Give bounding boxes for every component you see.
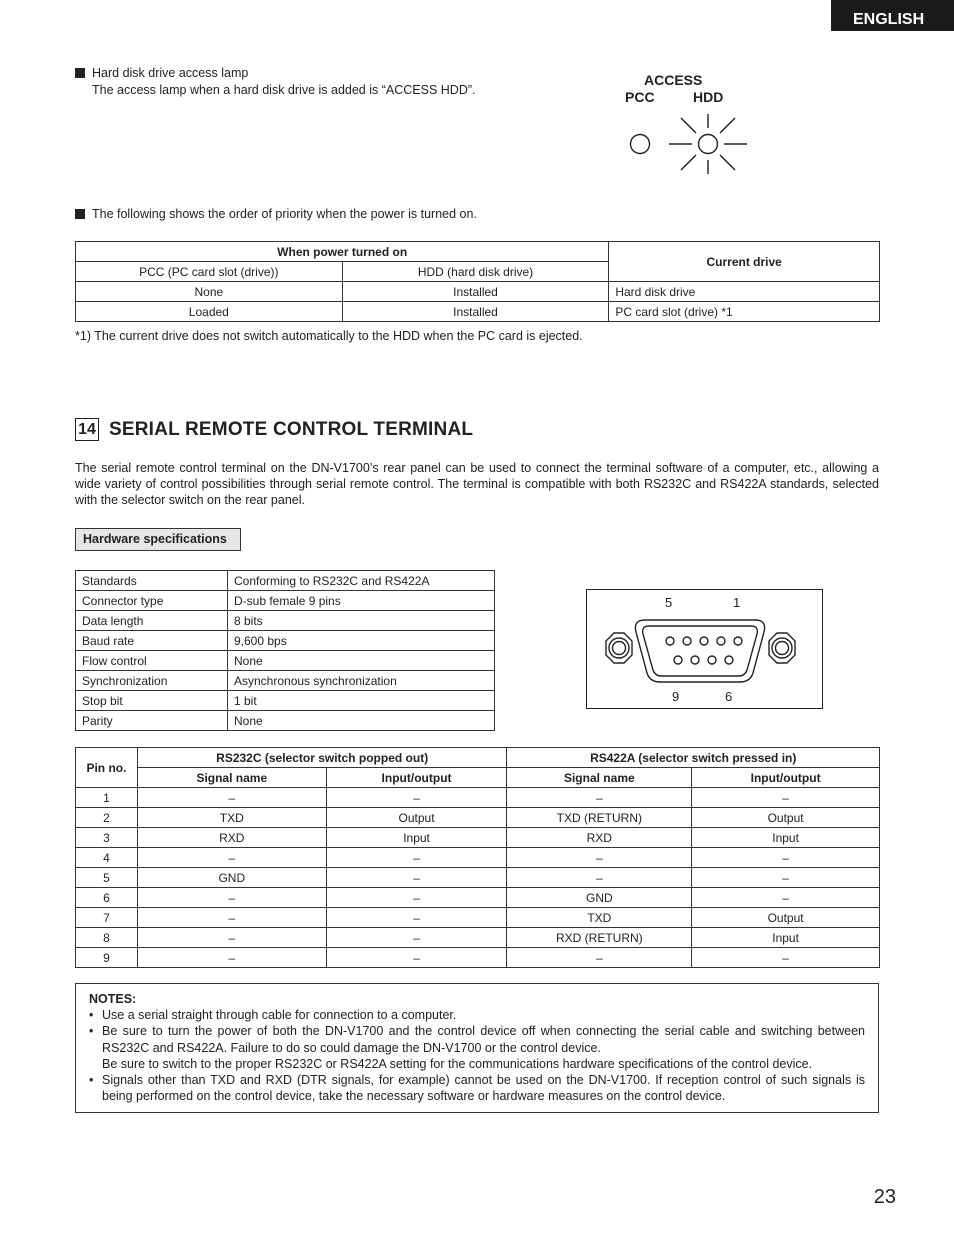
current-cell: Hard disk drive	[609, 282, 880, 302]
pin-cell: 4	[76, 848, 138, 868]
spec-name-cell: Flow control	[76, 651, 228, 671]
spec-value-cell: D-sub female 9 pins	[228, 591, 495, 611]
pin-cell: 9	[76, 948, 138, 968]
rs422-signal-cell: –	[507, 848, 692, 868]
rs232-io-cell: Output	[326, 808, 507, 828]
pin-cell: 2	[76, 808, 138, 828]
rs232-signal-cell: –	[137, 848, 326, 868]
table-row	[76, 691, 495, 711]
pin-cell: 3	[76, 828, 138, 848]
bullet-square-icon	[75, 68, 85, 78]
rs422-io-cell: –	[692, 868, 880, 888]
table-row	[76, 788, 880, 808]
spec-value-cell: None	[228, 651, 495, 671]
rs422-signal-cell: –	[507, 788, 692, 808]
current-cell: PC card slot (drive) *1	[609, 302, 880, 322]
table-row	[76, 282, 880, 302]
table-row	[76, 671, 495, 691]
pin-label-9: 9	[672, 689, 680, 704]
rs232-signal-cell: GND	[137, 868, 326, 888]
pin-cell: 8	[76, 928, 138, 948]
pin-assignment-table	[75, 747, 880, 968]
rs232-io-cell: –	[326, 788, 507, 808]
rs422-signal-cell: RXD (RETURN)	[507, 928, 692, 948]
spec-name-cell: Synchronization	[76, 671, 228, 691]
access-lamp-section	[75, 65, 475, 99]
rs422-signal-cell: TXD (RETURN)	[507, 808, 692, 828]
pcc-cell: None	[76, 282, 343, 302]
pin-label-1: 1	[733, 595, 741, 610]
header-rs422a: RS422A (selector switch pressed in)	[507, 748, 880, 768]
pin-cell: 5	[76, 868, 138, 888]
hdd-cell: Installed	[342, 282, 609, 302]
pin-label-5: 5	[665, 595, 673, 610]
table-row	[76, 848, 880, 868]
spec-name-cell: Stop bit	[76, 691, 228, 711]
notes-box	[75, 983, 879, 1113]
notes-list	[89, 1007, 865, 1104]
rs232-io-cell: –	[326, 928, 507, 948]
priority-intro	[75, 206, 477, 223]
pin-cell: 1	[76, 788, 138, 808]
rs422-io-cell: –	[692, 788, 880, 808]
table-row	[76, 928, 880, 948]
dsub-connector-icon	[587, 590, 824, 710]
hdd-cell: Installed	[342, 302, 609, 322]
access-lamp-diagram	[620, 70, 760, 190]
section-title: SERIAL REMOTE CONTROL TERMINAL	[109, 418, 474, 440]
rs232-io-cell: –	[326, 868, 507, 888]
rs422-signal-cell: GND	[507, 888, 692, 908]
access-lamp-heading: Hard disk drive access lamp	[92, 66, 249, 80]
spec-name-cell: Parity	[76, 711, 228, 731]
spec-name-cell: Connector type	[76, 591, 228, 611]
rs422-signal-cell: RXD	[507, 828, 692, 848]
header-when-power-on: When power turned on	[76, 242, 609, 262]
header-hdd: HDD (hard disk drive)	[342, 262, 609, 282]
spec-value-cell: 9,600 bps	[228, 631, 495, 651]
rs422-io-cell: –	[692, 948, 880, 968]
rs232-signal-cell: –	[137, 888, 326, 908]
rs232-signal-cell: –	[137, 788, 326, 808]
header-rs422-io: Input/output	[692, 768, 880, 788]
table-row	[76, 808, 880, 828]
header-pin-no: Pin no.	[76, 748, 138, 788]
spec-value-cell: 1 bit	[228, 691, 495, 711]
header-rs422-signal: Signal name	[507, 768, 692, 788]
pin-label-6: 6	[725, 689, 733, 704]
rs422-io-cell: Output	[692, 908, 880, 928]
table-row	[76, 611, 495, 631]
section-number: 14	[75, 418, 99, 441]
table-row	[76, 571, 495, 591]
section-intro: The serial remote control terminal on the DN-V1700’s rear panel can be used to connect the terminal software of a computer, etc., allowing a wide variety of control possibilities through serial remote control. The terminal is compatible with both RS232C and RS422A standards, selected with the selector switch on the rear panel.	[75, 461, 879, 507]
table-row	[76, 888, 880, 908]
rs232-signal-cell: –	[137, 928, 326, 948]
bullet-square-icon	[75, 209, 85, 219]
spec-name-cell: Standards	[76, 571, 228, 591]
rs422-io-cell: Input	[692, 928, 880, 948]
note-item: • Use a serial straight through cable for connection to a computer.	[89, 1007, 865, 1023]
rs232-signal-cell: RXD	[137, 828, 326, 848]
spec-value-cell: Asynchronous synchronization	[228, 671, 495, 691]
rs422-signal-cell: –	[507, 868, 692, 888]
priority-intro-text: The following shows the order of priority when the power is turned on.	[92, 207, 477, 221]
lamp-graphic	[620, 110, 760, 190]
rs232-io-cell: Input	[326, 828, 507, 848]
header-current-drive: Current drive	[609, 242, 880, 282]
section-heading	[75, 418, 473, 441]
table-row	[76, 908, 880, 928]
label-access: ACCESS	[644, 72, 703, 88]
pin-cell: 6	[76, 888, 138, 908]
priority-table	[75, 241, 880, 322]
table-row	[76, 828, 880, 848]
label-pcc: PCC	[625, 89, 655, 105]
table-row	[76, 302, 880, 322]
pin-cell: 7	[76, 908, 138, 928]
hardware-spec-table	[75, 570, 495, 731]
header-rs232-signal: Signal name	[137, 768, 326, 788]
spec-value-cell: Conforming to RS232C and RS422A	[228, 571, 495, 591]
spec-name-cell: Data length	[76, 611, 228, 631]
hdd-lamp-lit-icon	[669, 114, 747, 174]
table-row	[76, 711, 495, 731]
note-item: • Be sure to turn the power of both the DN-V1700 and the control device off when connecting the serial cable and switching between RS232C and RS422A. Failure to do so could damage the DN-V1700 or the control device.	[89, 1023, 865, 1055]
table-row	[76, 948, 880, 968]
spec-name-cell: Baud rate	[76, 631, 228, 651]
rs232-io-cell: –	[326, 948, 507, 968]
table-row	[76, 591, 495, 611]
rs232-io-cell: –	[326, 908, 507, 928]
table-row	[76, 631, 495, 651]
priority-footnote: *1) The current drive does not switch automatically to the HDD when the PC card is ejected.	[75, 329, 583, 343]
rs232-signal-cell: TXD	[137, 808, 326, 828]
label-hdd: HDD	[693, 89, 724, 105]
rs232-io-cell: –	[326, 848, 507, 868]
header-rs232-io: Input/output	[326, 768, 507, 788]
rs422-signal-cell: –	[507, 948, 692, 968]
rs232-io-cell: –	[326, 888, 507, 908]
language-tab: ENGLISH	[831, 0, 954, 31]
spec-value-cell: None	[228, 711, 495, 731]
access-lamp-description: The access lamp when a hard disk drive is added is “ACCESS HDD”.	[92, 83, 476, 97]
pcc-lamp-icon	[631, 135, 650, 154]
header-pcc: PCC (PC card slot (drive))	[76, 262, 343, 282]
rs232-signal-cell: –	[137, 908, 326, 928]
spec-value-cell: 8 bits	[228, 611, 495, 631]
note-item-continued: Be sure to switch to the proper RS232C or RS422A setting for the communications hardware specifications of the control device.	[102, 1056, 813, 1071]
notes-title: NOTES:	[89, 992, 137, 1006]
page-number: 23	[873, 1186, 896, 1208]
rs422-io-cell: Output	[692, 808, 880, 828]
connector-diagram	[586, 589, 823, 709]
rs422-io-cell: Input	[692, 828, 880, 848]
rs422-io-cell: –	[692, 848, 880, 868]
pcc-cell: Loaded	[76, 302, 343, 322]
rs422-signal-cell: TXD	[507, 908, 692, 928]
table-row	[76, 868, 880, 888]
header-rs232c: RS232C (selector switch popped out)	[137, 748, 507, 768]
note-item: • Signals other than TXD and RXD (DTR signals, for example) cannot be used on the DN-V1700. If reception control of such signals is being performed on the control device, take the necessary software or hardware measures on the control device.	[89, 1072, 865, 1104]
table-row	[76, 651, 495, 671]
hardware-spec-label: Hardware specifications	[75, 528, 241, 551]
rs422-io-cell: –	[692, 888, 880, 908]
rs232-signal-cell: –	[137, 948, 326, 968]
